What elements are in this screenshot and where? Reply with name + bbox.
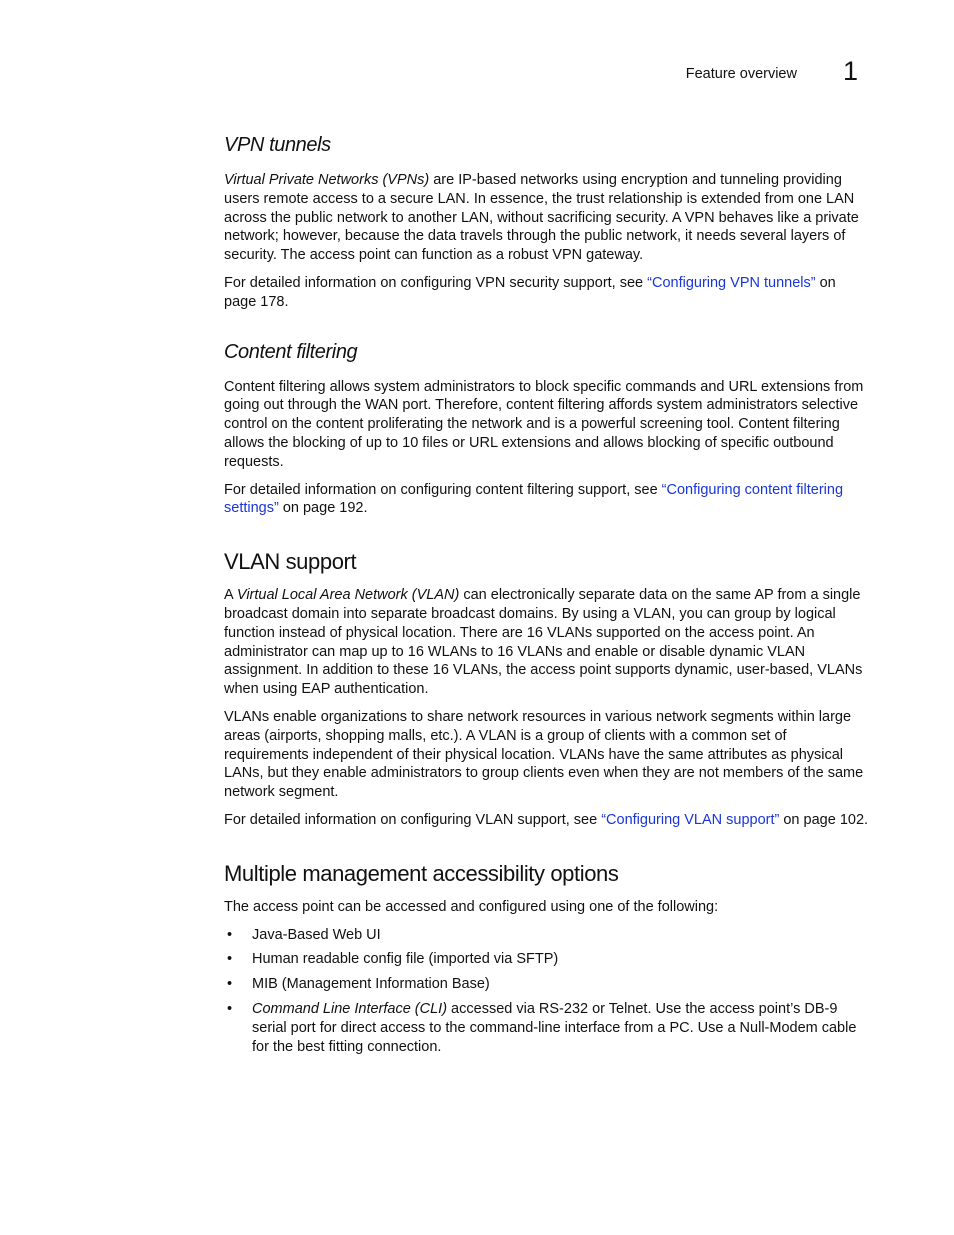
list-item-text: MIB (Management Information Base): [252, 976, 490, 993]
content-filtering-paragraph-2-text: For detailed information on configuring content filtering support, see: [224, 481, 662, 498]
vpn-paragraph-2: [224, 274, 872, 312]
list-item-text: Human readable config file (imported via SFTP): [252, 951, 559, 968]
vlan-paragraph-1-prefix: A: [224, 587, 237, 604]
vlan-support-heading: VLAN support: [224, 549, 357, 575]
list-item: [224, 1000, 872, 1056]
vpn-term: Virtual Private Networks (VPNs): [224, 172, 430, 188]
page-body: [224, 133, 872, 1062]
content-filtering-paragraph-1: Content filtering allows system administrators to block specific commands and URL extensions from going out through the WAN port. Therefore, content filtering affords system administrators selective control on the content proliferating the network and is a powerful screening tool. Content filtering allows the blocking of up to 10 files or URL extensions and allows blocking of specific outbound requests.: [224, 378, 864, 470]
list-item: [224, 975, 872, 994]
cli-term: Command Line Interface (CLI): [252, 1000, 448, 1017]
vpn-paragraph-1: [224, 171, 872, 265]
list-item-text: accessed via RS-232 or Telnet. Use the access point’s DB-9 serial port for direct access to the command-line interface from a PC. Use a Null-Modem cable for the best fitting connection.: [252, 1000, 857, 1055]
vlan-paragraph-1-text: can electronically separate data on the same AP from a single broadcast domain into separate broadcast domains. By using a VLAN, you can group by logical function instead of physical location. There are 16 VLANs supported on the access point. An administrator can map up to 16 WLANs to 16 VLANs and enable or disable dynamic VLAN assignment. In addition to these 16 VLANs, the access point supports dynamic, user-based, VLANs when using EAP authentication.: [224, 587, 863, 698]
vpn-paragraph-1-text: are IP-based networks using encryption and tunneling providing users remote access to a secure LAN. In essence, the trust relationship is extended from one LAN across the public network to another LAN, without sacrificing security. A VPN behaves like a private network; however, because the data travels through the public network, it needs several layers of security. The access point can function as a robust VPN gateway.: [224, 172, 859, 264]
list-item: [224, 926, 872, 945]
management-intro: The access point can be accessed and configured using one of the following:: [224, 898, 719, 915]
configuring-vlan-support-link[interactable]: “Configuring VLAN support”: [601, 811, 780, 828]
content-filtering-paragraph-2-page: on page 192.: [278, 500, 368, 517]
list-item-text: Java-Based Web UI: [252, 926, 381, 943]
management-options-heading: Multiple management accessibility options: [224, 860, 619, 886]
vpn-paragraph-2-text: For detailed information on configuring VPN security support, see: [224, 274, 648, 291]
vlan-paragraph-1: [224, 586, 872, 699]
vlan-paragraph-3-page: on page 102.: [779, 811, 869, 828]
configuring-vpn-tunnels-link[interactable]: “Configuring VPN tunnels”: [647, 274, 816, 291]
vlan-paragraph-3-text: For detailed information on configuring VLAN support, see: [224, 811, 602, 828]
configuring-content-filtering-link[interactable]: “Configuring content filtering settings”: [224, 481, 844, 517]
management-options-list: [224, 926, 872, 1057]
bullet-icon: •: [227, 976, 233, 993]
vlan-paragraph-2: VLANs enable organizations to share network resources in various network segments within large areas (airports, shopping malls, etc.). A VLAN is a group of clients with a common set of requirements independent of their physical location. VLANs have the same attributes as physical LANs, but they enable administrators to group clients even when they are not members of the same network segment.: [224, 708, 864, 801]
vpn-tunnels-heading: VPN tunnels: [224, 134, 331, 156]
content-filtering-paragraph-2: [224, 481, 872, 519]
bullet-icon: •: [227, 1000, 233, 1017]
vlan-paragraph-3: [224, 811, 872, 830]
list-item: [224, 950, 872, 969]
vlan-term: Virtual Local Area Network (VLAN): [236, 587, 460, 604]
running-header: [686, 58, 858, 85]
content-filtering-heading: Content filtering: [224, 340, 358, 363]
bullet-icon: •: [227, 951, 233, 968]
vpn-paragraph-2-page: on page 178.: [224, 274, 836, 310]
bullet-icon: •: [227, 926, 233, 943]
header-section-title: Feature overview: [685, 66, 797, 82]
header-chapter-number: 1: [842, 56, 858, 86]
